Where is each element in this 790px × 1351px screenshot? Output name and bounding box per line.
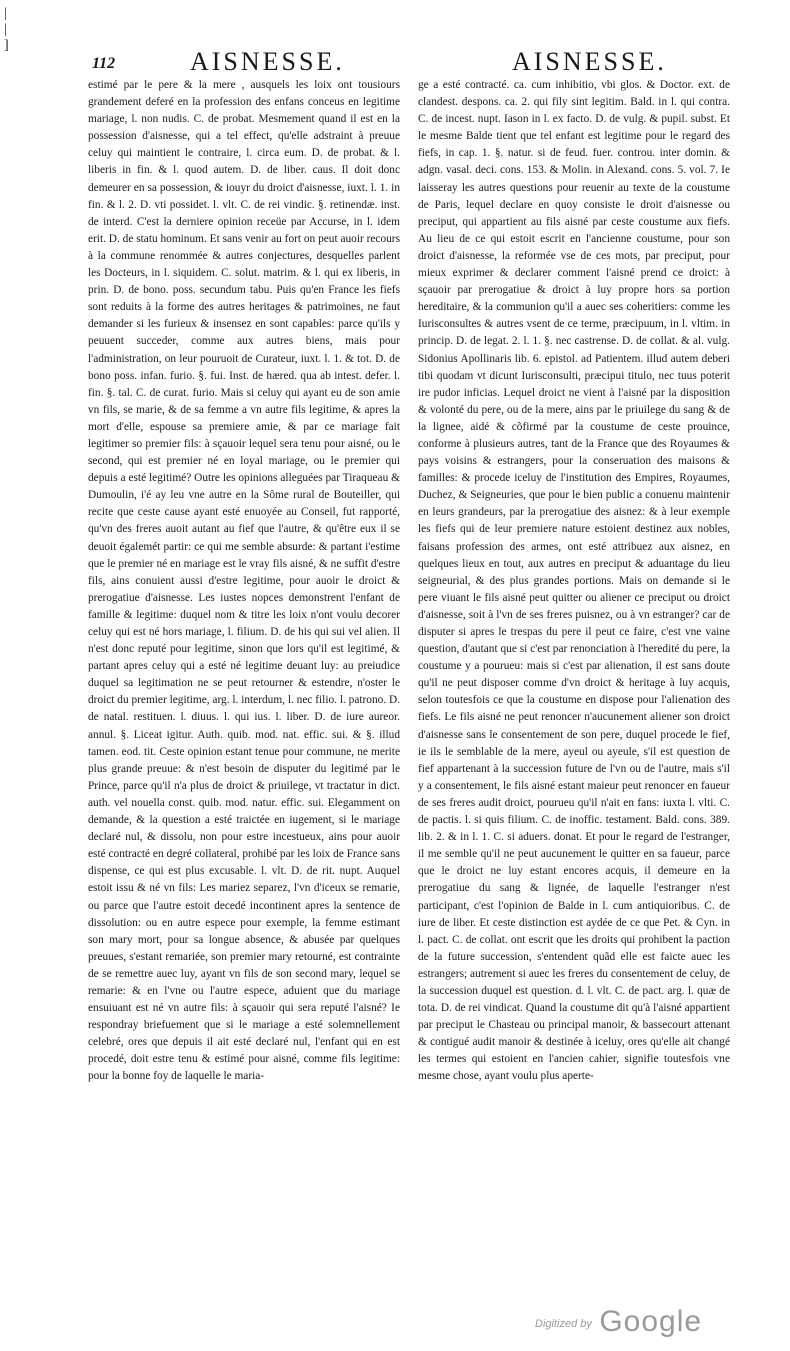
margin-mark: | (4, 22, 7, 37)
google-logo-text: Google (599, 1305, 703, 1338)
watermark-small-text: Digitized by (535, 1318, 592, 1330)
margin-marks (4, 6, 9, 54)
margin-mark: | (4, 6, 7, 21)
page-number: 112 (92, 55, 116, 72)
paragraph: estimé par le pere & la mere , ausquels les loix ont tousiours grandement deferé en la profession des enfans conceus en legitime mariage, l. non nudis. C. de probat. Mesmement quand il est en la possession d'aisnesse, qui a tel effect, qu'elle adstraint à preuue celuy qui maintient le contraire, l. circa eum. D. de probat. & l. liberis in fin. & l. quod autem. D. de liber. caus. Il doit donc demeurer en sa possession, & iouyr du droict d'aisnesse, iuxt. l. 1. in fin. & l. 2. D. vti possidet. l. vlt. C. de rei vindic. §. retinendæ. inst. de interd. C'est la derniere opinion receüe par Accurse, in l. idem erit. D. de statu hominum. Et sans venir au fort on peut auoir recours à la commune renommée & autres conjectures, desquelles parlent les Docteurs, in l. siquidem. C. solut. matrim. & l. qui ex liberis, in prin. D. de bono. poss. secundum tabu. Puis qu'en France les fiefs sont reduits à la forme des autres heritages & patrimoines, ne faut demander si les furieux & insensez en sont capables: parce qu'ils y peuuent succeder, comme aux autres biens, mais pour l'administration, on leur pouruoit de Curateur, iuxt. l. 1. & tot. D. de bono poss. infan. furio. §. fui. Inst. de hæred. qua ab intest. defer. l. fin. §. tal. C. de curat. furio. Mais si celuy qui ayant eu de son amie vn fils, se marie, & de sa femme a vn autre fils legitime, & apres la mort d'elle, espouse sa premiere amie, & par ce mariage fait legitimer so premier fils: à sçauoir lequel sera tenu pour aisné, ou le second, qui est premier né en loyal mariage, ou le premier qui depuis a esté legitimé? Outre les opinions alleguées par Tiraqueau & Dumoulin, i'é ay leu vne autre en la Sôme rural de Bouteiller, qui recite que ceste cause ayant esté enuoyée au Conseil, fut rapporté, qu'vn des freres auoit autant au fief que l'autre, & qu'être eux il se deuoit égalemét partir: ce qui me semble absurde: & partant i'estime que le premier né en mariage est le vray fils aisné, & ne suffit d'estre fils, ains conuient aussi d'estre legitime, pour auoir le droict & prerogatiue d'aisnesse. Les iustes nopces demonstrent l'enfant de famille & legitime: duquel nom & titre les loix n'ont voulu decorer celuy qui est né hors mariage, l. filium. D. de his qui sui vel alien. Il n'est donc reputé pour legitime, sinon que lors qu'il est legitimé, & partant apres celuy qui a esté né legitime deuant luy: au preiudice duquel sa legitimation ne se peut retourner & estendre, n'oster le droict du premier legitime, arg. l. interdum, l. nec filio. l. patrono. D. de natal. restituen. l. diuus. l. qui ius. l. liber. D. de iure aureor. annul. §. Liceat igitur. Auth. quib. mod. nat. effic. sui. & §. illud tamen. eod. tit. Ceste opinion estant tenue pour commune, ne merite plus grande preuue: & n'est besoin de disputer du legitimé par le Prince, parce qu'il n'a plus de droict & priuilege, vt tractatur in dict. auth. vel nouella const. quib. mod. natur. effic. sui. Elegamment on demande, & la question a esté traictée en iugement, si le mariage declaré nul, & dissolu, non pour estre incestueux, ains pour auoir esté contracté en degré collateral, prohibé par les loix de France sans dispense, ce qui est plus excusable. l. vlt. D. de rit. nupt. Auquel estoit issu & né vn fils: Les mariez separez, l'vn d'iceux se remarie, ou parce que l'autre estoit decedé incontinent apres la sentence de dissolution: ou en autre espece pour exemple, la femme estimant son mary mort, pour sa longue absence, & abusée par quelques preuues, s'estant remariée, son premier mary retourné, est contrainte de se remettre auec luy, ayant vn fils de son second mary, lequel se remarie: & en l'vne ou l'autre espece, aduient que du mariage ensuiuant est né vn autre fils: à sçauoir qui sera reputé l'aisné? Ie respondray briefuement que si le mariage a esté solemnellement celebré, ores que depuis il ait esté declaré nul, l'enfant qui en est procedé, doit estre tenu & estimé pour aisné, comme fils legitime: pour la bonne foy de laquelle le maria- (88, 79, 400, 1083)
running-head-left: AISNESSE. (190, 47, 345, 76)
running-head-right: AISNESSE. (512, 47, 667, 76)
paragraph: ge a esté contracté. ca. cum inhibitio, vbi glos. & Doctor. ext. de clandest. despons. ca. 2. qui fily sint legitim. Bald. in l. qui contra. C. de incest. nupt. Iason in l. ex facto. D. de vulg. & pupil. subst. Et le mesme Balde tient que tel enfant est legitime pour le regard des fiefs, in cap. 1. §. natur. si de feud. fuer. controu. inter domin. & adgn. vasal. deci. cons. 153. & Molin. in Alexand. cons. 5. vol. 7. Ie laisseray les autres questions pour reuenir au texte de la coustume de Paris, lequel declare en quoy consiste le droit d'aisnesse ou preciput, qui appartient au fils aisné par ceste coustume aux fiefs. Au lieu de ce qui estoit escrit en l'ancienne coustume, pour son droict d'aisnesse, la reformée vse de ces mots, par preciput, pour mieux exprimer & declarer comment l'aisné prend ce droict: à sçauoir par prerogatiue & droict à luy propre hors sa portion hereditaire, & la communion qu'il a auec ses coheritiers: comme les Iurisconsultes & autres vsent de ce terme, præcipuum, in l. vltim. in princip. D. de legat. 2. l. 1. §. nec castrense. D. de collat. & al. vulg. Sidonius Apollinaris lib. 6. epistol. ad Patientem. illud autem deberi tibi quodam vt dicunt Iurisconsulti, præcipui titulo, nec tuus poterit ire pudor inficias. Lequel droict ne vient à l'aisné par la disposition & volonté du pere, ou de la mere, ains par le priuilege du sang & de la lignee, aidé & cõfirmé par la coustume de ceste prouince, conforme à plusieurs autres, tant de la France que des Royaumes & pays voisins & estrangers, pour la conseruation des maisons & familles: & procede iceluy de l'institution des Empires, Royaumes, Duchez, & Seigneuries, que pour le bien public a conuenu maintenir en leurs grandeurs, par la prerogatiue des aisnez: & à leur exemple les fiefs qui de leur premiere nature estoient destinez aux nobles, faisans profession des armes, ont esté attribuez aux aisnez, en quelques lieux en tout, aux autres en preciput & aduantage du lieu seigneurial, & des plus grandes portions. Mais on demande si le pere viuant le fils aisné peut quitter ou aliener ce preciput ou droict d'aisnesse, soit à l'vn de ses freres puisnez, ou à vn estranger? car de disputer si apres le trespas du pere il peut ce faire, c'est vne vaine question, d'autant que si c'est par renonciation à l'heredité du pere, la coustume y a pourueu: mais si c'est par alienation, il est sans doute qu'il ne peut disposer comme d'vn droict & heritage à luy acquis, selon toutesfois ce que la coustume en dispose pour l'alienation des fiefs. Le fils aisné ne peut renoncer n'aucunement aliener son droict d'aisnesse sans le consentement de son pere, duquel procede le fief, ie ils le semblable de la mere, ayeul ou ayeule, s'il est question de fief appartenant à la succession future de l'vn ou de l'autre, mais s'il y a consentement, le fils aisné estant maieur peut renoncer en faueur de ses freres audit droict, pourueu qu'il n'ait en fans: iuxta l. vlti. C. de pactis. l. si quis filium. C. de inoffic. testament. Bald. cons. 389. lib. 2. & in l. 1. C. si aduers. donat. Et pour le regard de l'estranger, il me semble qu'il ne peut aucunement le quitter en sa faueur, parce que le droict ne luy estant encores acquis, il demeure en la prerogatiue du sang & lignée, de laquelle l'estranger n'est participant, c'est l'opinion de Balde in l. cum antiquioribus. C. de iure de liber. Et ceste distinction est aydée de ce que Pet. & Cyn. in l. pact. C. de collat. ont escrit que les droits qui prohibent la paction de la future succession, s'entendent quãd elle est faicte auec les estrangers; autrement si auec les freres du consentement de celuy, de la succession duquel est question. d. l. vlt. C. de pact. arg. l. quæ de tota. D. de rei vindicat. Quand la coustume dit qu'à l'aisné appartient par preciput le Chasteau ou principal manoir, & bassecourt attenant & contigué audit manoir & destinée à iceluy, ores qu'elle ait changé les termes qui estoient en l'ancien cahier, signifie toutesfois vne mesme chose, ayant voulu plus aperte- (418, 79, 730, 1083)
margin-mark: ] (4, 38, 9, 53)
left-text-column (88, 77, 400, 1299)
digitized-by-google-watermark (535, 1305, 702, 1339)
right-text-column (418, 77, 730, 1299)
